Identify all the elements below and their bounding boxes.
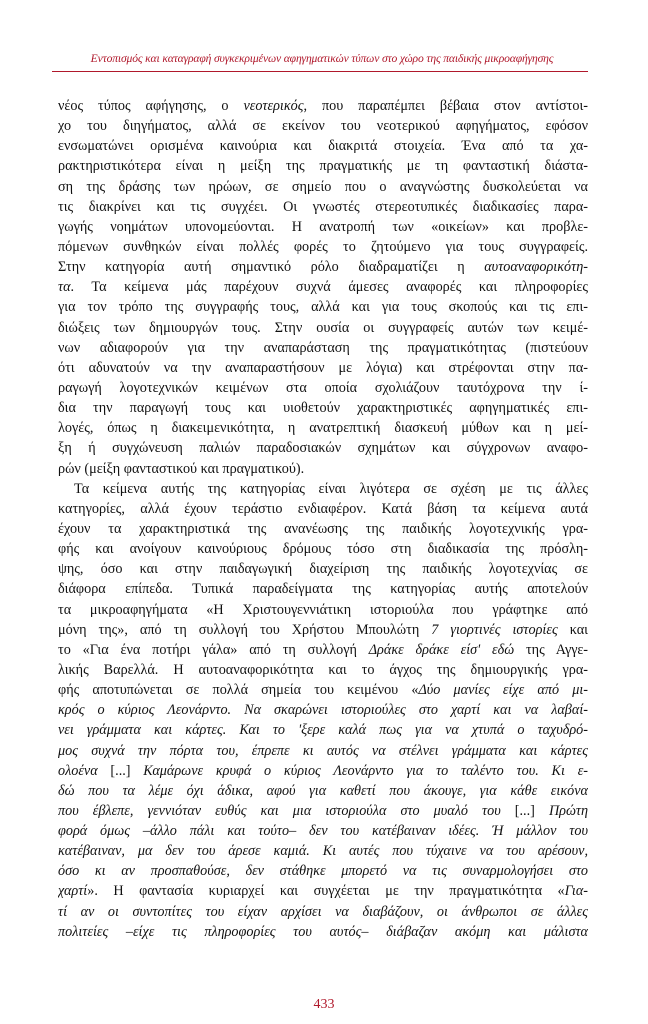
text-span: φής αποτυπώνεται σε πολλά σημεία του κειμένου « [58,682,419,699]
text-line [58,640,588,660]
text-span: χο του διηγήματος, αλλά σε εκείνον του νεοτερικού αφηγήματος, εφόσον [58,118,588,135]
text-span: νέος τύπος αφήγησης, ο [58,98,244,114]
text-line [58,116,588,136]
italic-text: πολιτείες –είχε τις πληροφορίες του αυτός– διάβαζαν ακόμη και μάλιστα [58,923,588,940]
text-span: μόνη της», από τη συλλογή του Χρήστου Μπουλώτη [58,621,432,638]
text-line [58,801,588,821]
text-span: ότι αδυνατούν να την αναπαραστήσουν με λόγια) και στρέφονται στην πα- [58,359,588,376]
text-line [58,297,588,317]
text-line [58,841,588,861]
text-span: και [557,621,588,638]
text-line [58,479,588,499]
italic-text: τα [58,279,71,296]
page-number: 433 [313,997,335,1012]
text-line [58,881,588,901]
text-line [58,459,588,479]
italic-text: νεοτερικός [243,98,304,114]
text-span: ση της δράσης των ηρώων, σε σημείο που ο αναγνώστης δυσκολεύεται να [58,178,588,195]
text-line [58,156,588,176]
italic-text: κρός ο κύριος Λεονάρντο. Να σκαρώνει ιστοριούλες στο χαρτί και να λαβαί- [58,702,588,719]
text-span: της Αγγε- [514,641,588,658]
text-line [58,761,588,781]
text-line [58,177,588,197]
text-span: δια την παραγωγή τους και υιοθετούν χαρακτηριστικές αφηγηματικές επι- [58,400,588,417]
text-span: κατηγορίες, αλλά έχουν τεράστιο ενδιαφέρον. Κατά βάση τα κείμενα αυτά [58,500,588,517]
italic-text: χαρτί [58,883,88,900]
text-line [58,519,588,539]
text-span: ψης, όσο και στην παιδαγωγική διαχείριση της παιδικής λογοτεχνίας σε [58,561,588,578]
italic-text: Δύο μανίες είχε από μι- [418,682,588,699]
italic-text: νει γράμματα και κάρτες. Και το 'ξερε καλά πως για να χτυπά ο ταχυδρό- [58,722,588,739]
text-line [58,720,588,740]
text-line [58,861,588,881]
text-span: ». Η φαντασία κυριαρχεί και συγχέεται με την πραγματικότητα « [87,883,565,900]
text-line [58,277,588,297]
italic-text: δώ που τα λέμε όχι άδικα, αφού για καθετί που άκουγε, για κάθε εικόνα [58,782,588,799]
text-line [58,680,588,700]
text-line [58,257,588,277]
text-span: ρακτηριστικότερα είναι η μείξη της πραγματικής με τη φανταστική διάστα- [58,158,588,175]
text-line [58,902,588,922]
text-span: [...] [500,802,549,819]
text-line [58,418,588,438]
italic-text: Καμάρωνε κρυφά ο κύριος Λεονάρντο για το ταλέντο του. Κι ε- [143,762,588,779]
text-span: το «Για ένα ποτήρι γάλα» από τη συλλογή [58,641,369,658]
text-line [58,358,588,378]
text-span: ρών (μείξη φανταστικού και πραγματικού). [58,460,305,477]
text-line [58,741,588,761]
text-span: πόμενων συνθηκών είναι πολλές φορές το ζητούμενο για τους συγγραφείς. [58,238,588,255]
text-line [58,700,588,720]
italic-text: Για- [564,883,588,900]
text-line [58,821,588,841]
text-line [58,922,588,942]
text-span: φής και ανοίγουν καινούριους δρόμους τόσο στη διαδικασία της πρόσλη- [58,541,588,558]
text-line [58,559,588,579]
text-span: διώξεις των δημιουργών τους. Στην ουσία οι συγγραφείς αυτών των κειμέ- [58,319,588,336]
italic-text: Πρώτη [548,802,588,819]
italic-text: όσο κι αν προσπαθούσε, δεν στάθηκε μπορετό να τις συναρμολογήσει στο [58,863,588,880]
text-line [58,499,588,519]
text-line [58,660,588,680]
text-line [58,96,588,116]
text-span: ραγωγή λογοτεχνικών κειμένων στα οποία σχολιάζουν ταυτόχρονα την ί- [58,379,588,396]
italic-text: Δράκε δράκε είσ' εδώ [368,641,515,658]
italic-text: τί αν οι συντοπίτες του είχαν αρχίσει να διαβάζουν, οι άνθρωποι σε άλλες [58,903,588,920]
text-span: τις διακρίνει και τις συγχέει. Οι γνωστές στερεοτυπικές διαδικασίες παρα- [58,198,588,215]
italic-text: 7 γιορτινές ιστορίες [431,621,558,638]
text-span: έχουν τα χαρακτηριστικά της ανανέωσης της παιδικής λογοτεχνικής γρα- [58,520,588,537]
running-head: Εντοπισμός και καταγραφή συγκεκριμένων αφηγηματικών τύπων στο χώρο της παιδικής μικροαφήγησης [90,52,554,65]
text-span: γωγής νοημάτων υπονομεύονται. Η ανατροπή των «οικείων» και προβλε- [58,218,588,235]
text-span: τα μικροαφηγήματα «Η Χριστουγεννιάτικη ιστοριούλα που γράφτηκε από [58,601,588,618]
text-span: διάφορα επίπεδα. Τυπικά παραδείγματα της κατηγορίας αυτής αποτελούν [58,581,588,598]
text-span: ενσωματώνει ορισμένα καινούρια και διακριτά στοιχεία. Ένα από τα χα- [58,138,588,155]
text-span: για τον τρόπο της συγγραφής τους, αλλά και για τους σκοπούς και τις επι- [58,299,588,316]
header-rule [52,71,588,72]
text-span: Τα κείμενα αυτής της κατηγορίας είναι λιγότερα σε σχέση με τις άλλες [74,480,588,497]
text-line [58,217,588,237]
text-line [58,398,588,418]
italic-text: αυτοαναφορικότη- [484,259,588,276]
text-line [58,378,588,398]
text-span: ξη ή συγχώνευση παλιών παραδοσιακών σχημάτων και σύγχρονων αναφο- [58,440,588,457]
text-span: , που παραπέμπει βέβαια στον αντίστοι- [303,98,588,114]
italic-text: που έβλεπε, γεννιόταν ευθύς και μια ιστοριούλα στο μυαλό του [58,802,501,819]
text-line [58,136,588,156]
text-line [58,318,588,338]
text-span: λικής Βαρελλά. Η αυτοαναφορικότητα και το άγχος της δημιουργικής γρα- [58,661,588,678]
italic-text: ολοένα [58,762,98,779]
text-span: λογές, όπως η διακειμενικότητα, η ανατρεπτική διασκευή μύθων και η μεί- [58,420,588,437]
text-line [58,781,588,801]
text-span: νων αδιαφορούν για την αναπαράσταση της πραγματικότητας (πιστεύουν [58,339,588,356]
text-span: Στην κατηγορία αυτή σημαντικό ρόλο διαδραματίζει η [58,259,485,276]
text-line [58,539,588,559]
text-line [58,338,588,358]
text-span: [...] [97,762,144,779]
italic-text: φορά όμως –άλλο πάλι και τούτο– δεν του κατέβαιναν ιδέες. Ή μάλλον του [58,823,588,840]
text-line [58,620,588,640]
text-line [58,438,588,458]
text-line [58,579,588,599]
text-line [58,197,588,217]
italic-text: μος συχνά την πόρτα του, έπρεπε κι αυτός να στέλνει γράμματα και κάρτες [58,742,588,759]
text-line [58,237,588,257]
text-line [58,600,588,620]
italic-text: κατέβαιναν, μα δεν του άρεσε καμιά. Κι αυτές που τύχαινε να του αρέσουν, [58,843,588,860]
body-text [58,96,588,942]
text-span: . Τα κείμενα μάς παρέχουν συχνά άμεσες αναφορές και πληροφορίες [70,279,588,296]
